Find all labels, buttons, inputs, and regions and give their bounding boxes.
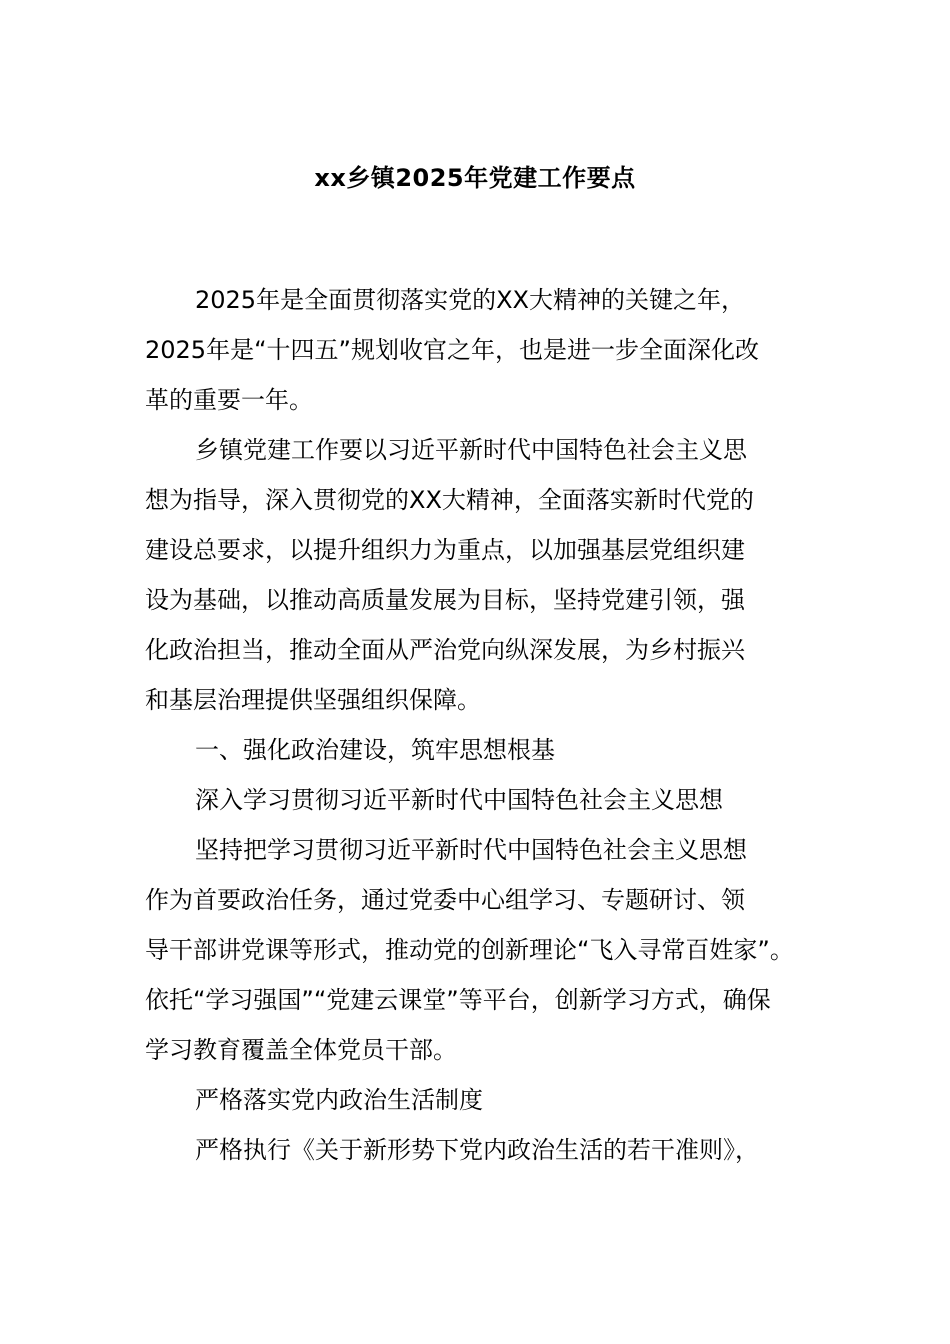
text-line: 建设总要求，以提升组织力为重点，以加强基层党组织建 (145, 536, 745, 564)
text-line: 学习教育覆盖全体党员干部。 (145, 1036, 457, 1064)
text-line: 依托“学习强国”“党建云课堂”等平台，创新学习方式，确保 (145, 986, 771, 1014)
paragraph-intro (145, 275, 835, 425)
text-line: 坚持把学习贯彻习近平新时代中国特色社会主义思想 (195, 836, 747, 864)
paragraph-guidance (145, 425, 835, 725)
section-heading-1 (145, 725, 835, 775)
subsection-heading-1-1 (145, 775, 835, 825)
subsection-heading-1-2 (145, 1075, 835, 1125)
heading-line: 严格落实党内政治生活制度 (195, 1086, 483, 1114)
paragraph-rules (145, 1125, 835, 1175)
heading-line: 一、强化政治建设，筑牢思想根基 (195, 736, 555, 764)
text-line: 设为基础，以推动高质量发展为目标，坚持党建引领，强 (145, 586, 745, 614)
document-body (145, 275, 835, 1175)
text-line: 导干部讲党课等形式，推动党的创新理论“飞入寻常百姓家”。 (145, 936, 794, 964)
text-line: 革的重要一年。 (145, 386, 313, 414)
text-line: 乡镇党建工作要以习近平新时代中国特色社会主义思 (195, 436, 747, 464)
document-title: xx乡镇2025年党建工作要点 (314, 164, 636, 192)
paragraph-study (145, 825, 835, 1075)
text-line: 和基层治理提供坚强组织保障。 (145, 686, 481, 714)
text-line: 2025年是“十四五”规划收官之年，也是进一步全面深化改 (145, 336, 759, 364)
text-line: 想为指导，深入贯彻党的XX大精神，全面落实新时代党的 (145, 486, 754, 514)
text-line: 作为首要政治任务，通过党委中心组学习、专题研讨、领 (145, 886, 745, 914)
text-line: 化政治担当，推动全面从严治党向纵深发展，为乡村振兴 (145, 636, 745, 664)
text-line: 2025年是全面贯彻落实党的XX大精神的关键之年， (195, 286, 745, 314)
text-line: 严格执行《关于新形势下党内政治生活的若干准则》， (195, 1136, 759, 1164)
heading-line: 深入学习贯彻习近平新时代中国特色社会主义思想 (195, 786, 723, 814)
